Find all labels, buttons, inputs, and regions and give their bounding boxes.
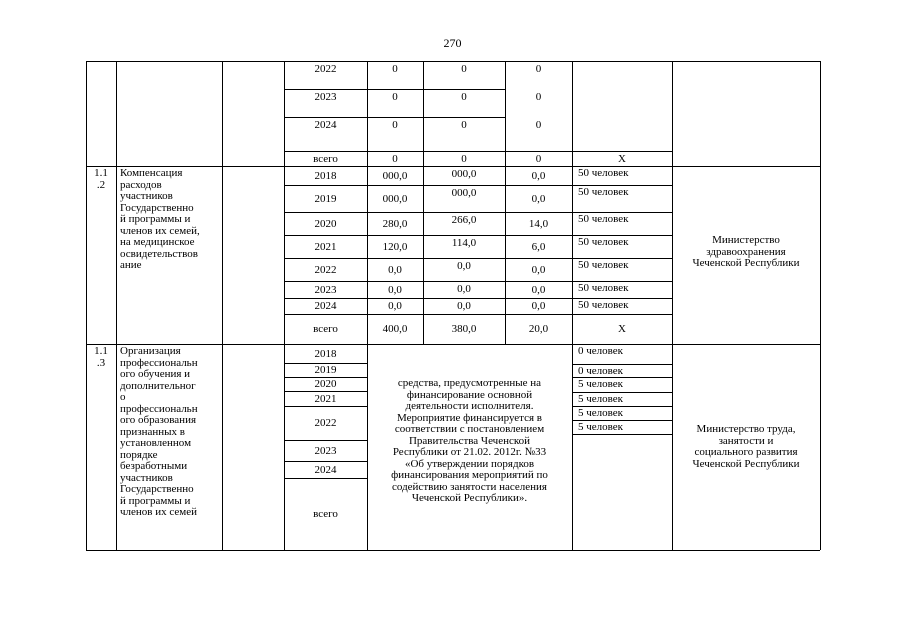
column-rule <box>672 61 673 550</box>
year-cell: 2024 <box>314 300 337 312</box>
indicator-cell: 5 человек <box>578 378 624 390</box>
year-cell: 2022 <box>314 417 337 429</box>
column-rule <box>116 61 117 550</box>
total-value: 0 <box>461 153 467 165</box>
value-cell: 0,0 <box>457 283 471 295</box>
measure-title: Организация профессиональн ого обучения и дополнительног о профессиональн ого образования признанных в установленном порядке безработными участников Государственно й программы и членов их семей <box>120 345 198 518</box>
section-rule <box>86 166 820 167</box>
total-label: всего <box>313 323 338 335</box>
year-cell: 2023 <box>314 444 337 457</box>
total-indicator: X <box>618 323 626 335</box>
value-cell: 280,0 <box>382 217 408 230</box>
indicator-cell: 50 человек <box>578 299 629 311</box>
indicator-cell: 5 человек <box>578 421 624 433</box>
value-cell: 114,0 <box>451 237 477 249</box>
indicator-cell: 50 человек <box>578 282 629 294</box>
total-indicator: X <box>618 153 626 165</box>
value-cell: 14,0 <box>528 217 549 230</box>
value-cell: 0 <box>461 119 467 131</box>
value-cell: 0,0 <box>388 300 402 312</box>
value-cell: 120,0 <box>382 240 408 253</box>
year-cell: 2022 <box>314 63 337 75</box>
indicator-cell: 50 человек <box>578 167 629 179</box>
total-value: 0 <box>392 153 398 165</box>
total-label: всего <box>313 153 338 165</box>
indicator-cell: 50 человек <box>578 186 629 198</box>
table-rule <box>284 117 505 118</box>
measure-title: Компенсация расходов участников Государственно й программы и членов их семей, на медицинское освидетельствов ание <box>120 167 200 271</box>
table-rule <box>284 89 505 90</box>
total-value: 380,0 <box>451 323 477 335</box>
value-cell: 0,0 <box>531 169 546 182</box>
year-cell: 2024 <box>314 119 337 131</box>
table-rule <box>284 461 367 462</box>
table-rule <box>572 434 672 435</box>
indicator-cell: 5 человек <box>578 393 624 405</box>
value-cell: 000,0 <box>382 169 408 182</box>
year-cell: 2023 <box>314 91 337 103</box>
column-rule <box>572 61 573 550</box>
year-cell: 2024 <box>314 463 337 476</box>
indicator-cell: 50 человек <box>578 213 629 225</box>
measure-number: 1.1 .2 <box>94 167 108 191</box>
year-cell: 2020 <box>314 217 337 230</box>
total-value: 0 <box>535 153 542 165</box>
page-number: 270 <box>443 36 462 50</box>
year-cell: 2021 <box>314 240 337 253</box>
indicator-cell: 50 человек <box>578 259 629 271</box>
total-value: 400,0 <box>382 323 408 335</box>
column-rule <box>86 61 87 550</box>
indicator-cell: 50 человек <box>578 236 629 248</box>
table-rule <box>284 440 367 441</box>
year-cell: 2018 <box>314 169 337 182</box>
section-rule <box>86 344 820 345</box>
value-cell: 0,0 <box>531 263 546 276</box>
year-cell: 2019 <box>314 192 337 205</box>
column-rule <box>367 344 368 550</box>
value-cell: 0,0 <box>531 300 546 312</box>
table-top-rule <box>86 61 820 62</box>
table-rule <box>284 406 367 407</box>
table-rule <box>284 151 672 152</box>
indicator-cell: 0 человек <box>578 365 624 377</box>
column-rule <box>222 61 223 550</box>
table-rule <box>284 314 672 315</box>
value-cell: 0 <box>461 63 467 75</box>
value-cell: 000,0 <box>382 192 408 205</box>
value-cell: 0 <box>535 91 542 103</box>
financing-note: средства, предусмотренные на финансирование основной деятельности исполнителя. Мероприятие финансируется в соответствии с постановлением Правительства Чеченской Республики от 21.02. 2012г. №33 «Об утверждении порядков финансирования мероприятий по содействию занятости населения Чеченской Республики». <box>391 377 548 504</box>
executor-cell: Министерство труда, занятости и социального развития Чеченской Республики <box>692 423 800 470</box>
year-cell: 2019 <box>314 364 337 376</box>
table-bottom-rule <box>86 550 820 551</box>
total-label: всего <box>313 508 338 520</box>
value-cell: 0 <box>392 63 398 75</box>
total-value: 20,0 <box>528 323 549 335</box>
value-cell: 0,0 <box>457 260 471 272</box>
executor-cell: Министерство здравоохранения Чеченской Республики <box>692 234 800 269</box>
year-cell: 2022 <box>314 263 337 276</box>
value-cell: 0 <box>535 119 542 131</box>
table-rule <box>284 478 367 479</box>
value-cell: 0,0 <box>531 283 546 296</box>
year-cell: 2023 <box>314 283 337 296</box>
measure-number: 1.1 .3 <box>94 345 108 369</box>
year-cell: 2020 <box>314 378 337 390</box>
value-cell: 0 <box>535 63 542 75</box>
value-cell: 0 <box>392 91 398 103</box>
value-cell: 0,0 <box>457 300 471 312</box>
column-rule <box>820 61 821 550</box>
year-cell: 2018 <box>314 347 337 360</box>
value-cell: 000,0 <box>451 168 477 180</box>
value-cell: 000,0 <box>451 187 477 199</box>
indicator-cell: 5 человек <box>578 407 624 419</box>
value-cell: 0,0 <box>531 192 546 205</box>
value-cell: 0,0 <box>388 263 402 276</box>
value-cell: 6,0 <box>531 240 546 253</box>
indicator-cell: 0 человек <box>578 345 624 357</box>
value-cell: 0,0 <box>388 283 402 296</box>
value-cell: 266,0 <box>451 214 477 226</box>
value-cell: 0 <box>461 91 467 103</box>
value-cell: 0 <box>392 119 398 131</box>
year-cell: 2021 <box>314 392 337 405</box>
